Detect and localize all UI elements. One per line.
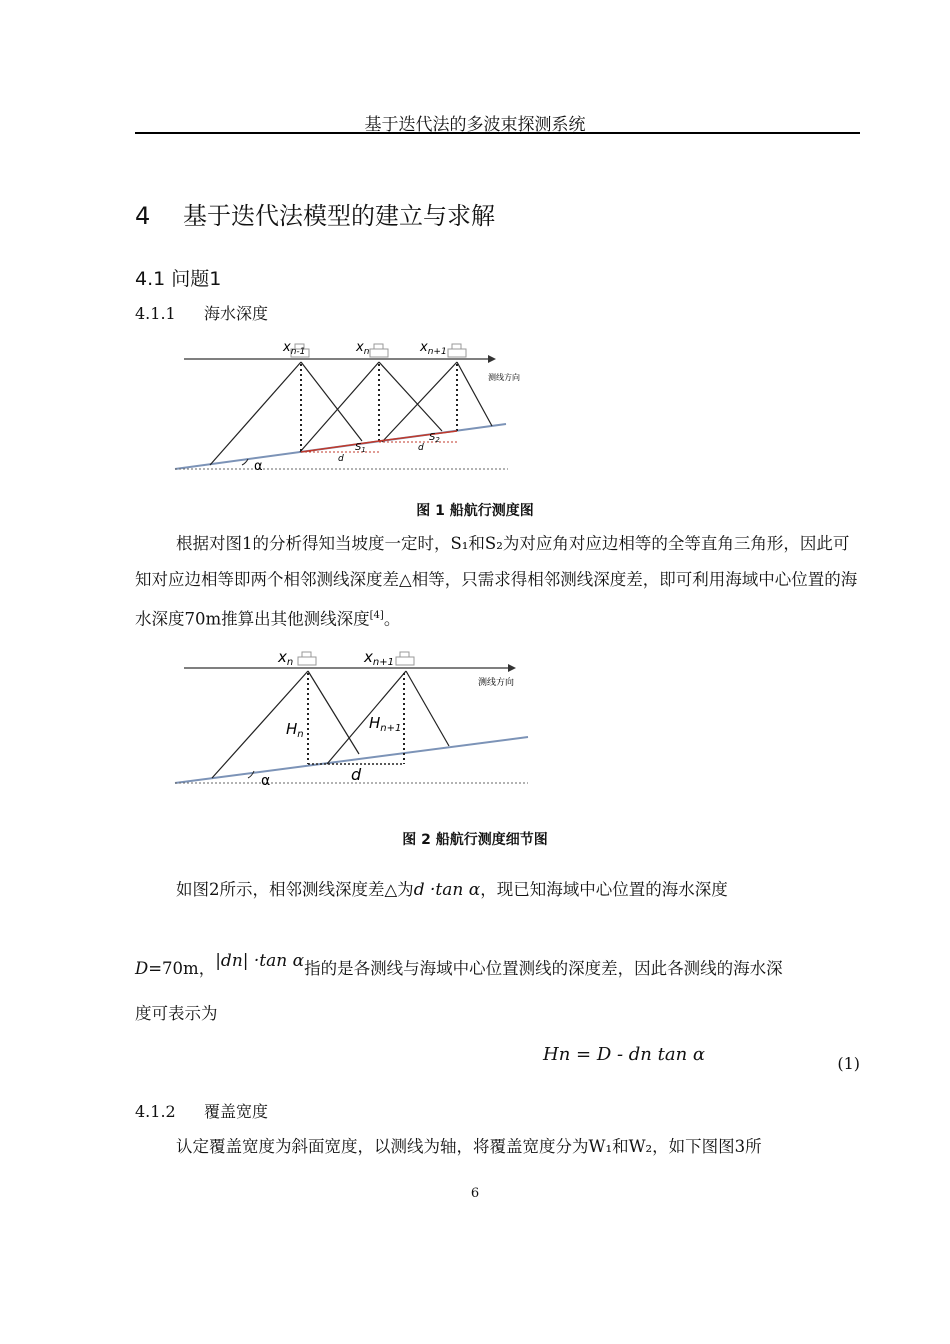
- figure-2-caption: 图 2 船航行测度细节图: [402, 832, 548, 848]
- p2-var-d: D: [135, 959, 149, 978]
- subsubsection-title: 海水深度: [204, 304, 269, 323]
- ship-icon: [448, 344, 466, 357]
- section-heading: [135, 196, 495, 231]
- paragraph-2-line-3: 度可表示为: [135, 1004, 218, 1023]
- paragraph-2-line-2: [135, 951, 783, 979]
- p2-text-c: 指的是各测线与海域中心位置测线的深度差，因此各测线的海水深: [304, 959, 783, 978]
- paragraph-1: [135, 526, 860, 638]
- label-alpha: α: [254, 459, 263, 474]
- label-xn-1: $x_{n-1}$: [283, 340, 306, 357]
- label-direction: 测线方向: [488, 373, 520, 382]
- ship-icon: [396, 652, 414, 665]
- section-title: 基于迭代法模型的建立与求解: [183, 202, 495, 230]
- label-d: d: [351, 765, 362, 784]
- label-xn: $x_n$: [356, 340, 370, 357]
- label-alpha: α: [261, 773, 271, 789]
- inline-math-d-tan: d ·tan α: [413, 880, 481, 900]
- subsubsection-heading-2: [135, 1099, 268, 1122]
- label-d2: d: [418, 443, 424, 453]
- figure-1-caption: 图 1 船航行测度图: [416, 503, 534, 519]
- inline-math-dn-tan: |dn| ·tan α: [215, 951, 305, 971]
- ship-icon: [370, 344, 388, 357]
- paragraph-2-line-1: [176, 876, 728, 900]
- figure-1-diagram: [170, 336, 520, 476]
- subsubsection-title: 覆盖宽度: [204, 1102, 269, 1121]
- subsubsection-number: 4.1.1: [135, 304, 176, 323]
- ship-icon: [298, 652, 316, 665]
- paragraph-3: 认定覆盖宽度为斜面宽度，以测线为轴，将覆盖宽度分为W₁和W₂，如下图图3所: [176, 1137, 762, 1156]
- section-number: 4: [135, 202, 151, 230]
- citation-ref: [4]: [369, 610, 384, 621]
- label-xn1: $x_{n+1}$: [364, 648, 394, 668]
- label-d1: d: [338, 454, 344, 464]
- label-direction: 测线方向: [478, 678, 515, 688]
- label-xn1: $x_{n+1}$: [420, 340, 447, 357]
- header-rule: [135, 132, 860, 134]
- subsection-heading: 4.1 问题1: [135, 268, 222, 290]
- label-s1: $S_1$: [355, 442, 366, 454]
- paragraph-1-end: 。: [383, 609, 401, 629]
- paragraph-1-text: 根据对图1的分析得知当坡度一定时，S₁和S₂为对应角对应边相等的全等直角三角形，因此可知对应边相等即两个相邻测线深度差△相等，只需求得相邻测线深度差，即可利用海域中心位置的海水深度70m推算出其他测线深度: [135, 534, 858, 629]
- p2-text-value: =70m，: [148, 959, 216, 978]
- p2-text-b: ，现已知海域中心位置的海水深度: [480, 880, 728, 899]
- label-hn1: $H_{n+1}$: [369, 714, 402, 734]
- figure-2-diagram: [170, 640, 535, 790]
- label-xn: $x_n$: [278, 648, 294, 668]
- equation-1-number: (1): [837, 1054, 860, 1073]
- subsubsection-number: 4.1.2: [135, 1102, 176, 1121]
- p2-text-a: 如图2所示，相邻测线深度差△为: [176, 880, 414, 899]
- equation-1: Hn = D - dn tan α: [543, 1044, 706, 1065]
- running-header: 基于迭代法的多波束探测系统: [364, 115, 586, 135]
- label-s2: $S_2$: [429, 432, 440, 444]
- page-number: 6: [470, 1186, 480, 1201]
- subsubsection-heading-1: [135, 301, 268, 324]
- label-hn: $H_n$: [286, 720, 304, 740]
